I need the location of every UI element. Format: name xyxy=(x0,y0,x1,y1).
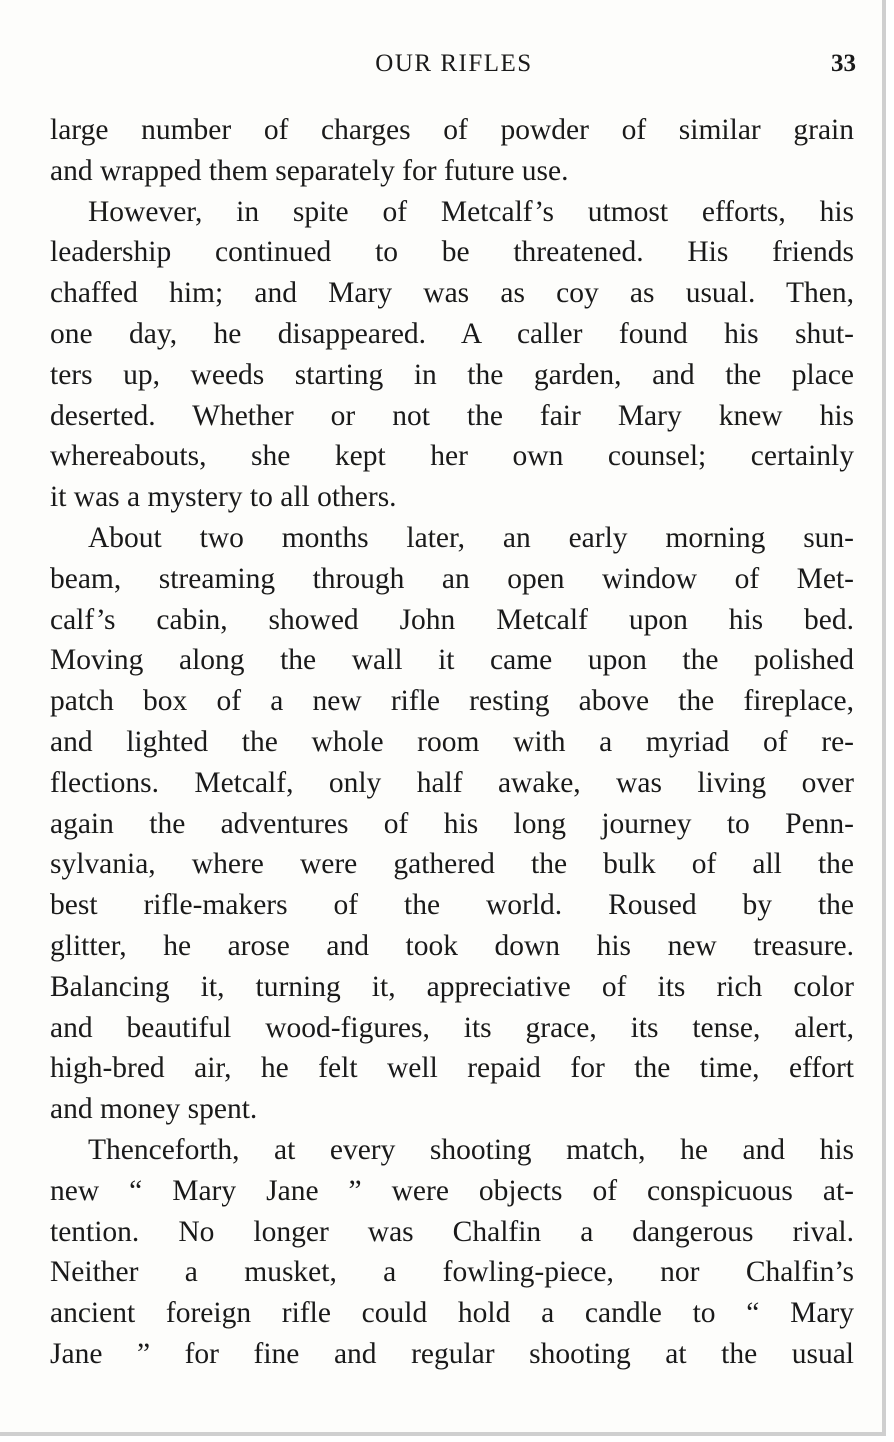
paragraph xyxy=(50,192,854,518)
text-line: and wrapped them separately for future use. xyxy=(50,154,569,187)
text-line: Thenceforth, at every shooting match, he and his xyxy=(88,1133,854,1166)
text-line: one day, he disappeared. A caller found his shut- xyxy=(50,317,854,350)
text-line: ters up, weeds starting in the garden, and the place xyxy=(50,358,854,391)
text-line: glitter, he arose and took down his new treasure. xyxy=(50,929,854,962)
text-line: chaffed him; and Mary was as coy as usual. Then, xyxy=(50,277,854,310)
text-line: tention. No longer was Chalfin a dangerous rival. xyxy=(50,1215,854,1248)
paragraph xyxy=(50,518,854,1130)
text-line: However, in spite of Metcalf’s utmost efforts, his xyxy=(88,195,854,228)
paragraph xyxy=(50,1130,854,1375)
text-line: Balancing it, turning it, appreciative of its rich color xyxy=(50,970,854,1003)
text-line: calf’s cabin, showed John Metcalf upon his bed. xyxy=(50,603,854,636)
text-line: and beautiful wood-figures, its grace, its tense, alert, xyxy=(50,1011,854,1044)
text-line: Moving along the wall it came upon the polished xyxy=(50,644,854,677)
text-line: Neither a musket, a fowling-piece, nor Chalfin’s xyxy=(50,1256,854,1289)
text-line: About two months later, an early morning sun- xyxy=(88,521,854,554)
text-line: again the adventures of his long journey to Penn- xyxy=(50,807,854,840)
text-line: it was a mystery to all others. xyxy=(50,481,397,514)
text-line: patch box of a new rifle resting above the fireplace, xyxy=(50,685,854,718)
text-line: large number of charges of powder of similar grain xyxy=(50,114,854,146)
text-line: flections. Metcalf, only half awake, was living over xyxy=(50,766,854,799)
text-line: beam, streaming through an open window of Met- xyxy=(50,562,854,595)
text-line: deserted. Whether or not the fair Mary knew his xyxy=(50,399,854,432)
text-line: and money spent. xyxy=(50,1093,258,1126)
running-title: OUR RIFLES xyxy=(375,50,533,77)
text-line: ancient foreign rifle could hold a candle to “ Mary xyxy=(50,1297,854,1330)
text-line: new “ Mary Jane ” were objects of conspicuous at- xyxy=(50,1174,854,1207)
text-line: best rifle-makers of the world. Roused by the xyxy=(50,889,854,922)
page-number: 33 xyxy=(831,50,856,77)
running-head xyxy=(50,50,858,86)
text-line: sylvania, where were gathered the bulk of all the xyxy=(50,848,854,881)
text-line: leadership continued to be threatened. His friends xyxy=(50,236,854,269)
text-line: whereabouts, she kept her own counsel; certainly xyxy=(50,440,854,473)
body-text xyxy=(50,110,854,1375)
text-line: Jane ” for fine and regular shooting at the usual xyxy=(50,1337,854,1370)
text-line: and lighted the whole room with a myriad of re- xyxy=(50,725,854,758)
text-line: high-bred air, he felt well repaid for the time, effort xyxy=(50,1052,854,1085)
paragraph xyxy=(50,110,854,192)
